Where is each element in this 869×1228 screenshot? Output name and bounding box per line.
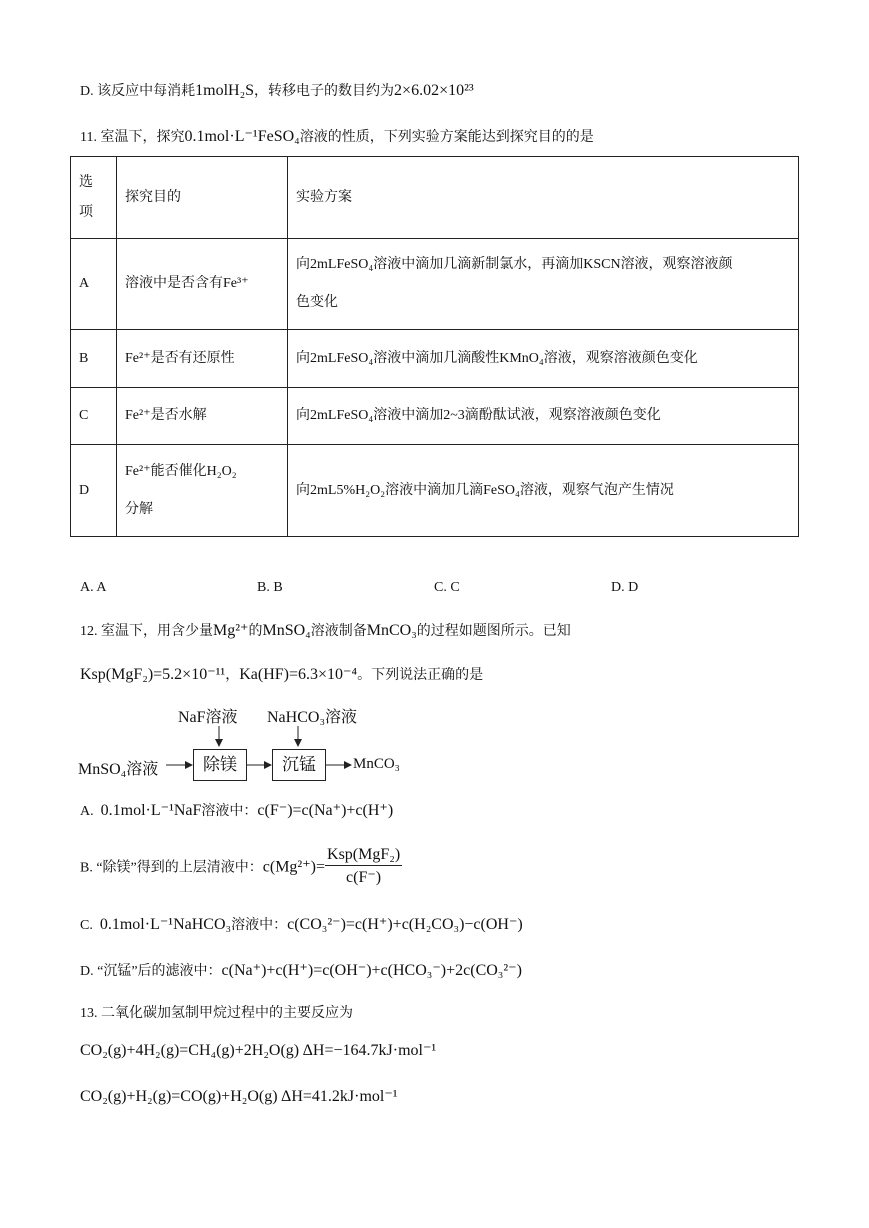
flow-step-precipitate: 沉锰 xyxy=(272,749,326,781)
q10-species: 1molH₂S xyxy=(195,82,255,99)
q13-reaction-1: CO₂(g)+4H₂(g)=CH₄(g)+2H₂O(g) ΔH=−164.7kJ·mol⁻¹ xyxy=(80,1042,437,1059)
q10-option-d-middle: ，转移电子的数目约为 xyxy=(254,84,395,99)
q12-option-d[interactable]: D. “沉锰”后的滤液中：c(Na⁺)+c(H⁺)=c(OH⁻)+c(HCO₃⁻)+2c(CO₃²⁻) xyxy=(80,962,522,979)
choice-c[interactable]: C. C xyxy=(434,580,460,595)
q12-mg-ion: Mg²⁺ xyxy=(213,622,249,639)
q12-stem-line1: 12. 室温下，用含少量Mg²⁺的MnSO₄溶液制备MnCO₃的过程如题图所示。已知 xyxy=(80,622,571,639)
header-purpose: 探究目的 xyxy=(117,157,288,239)
q12-option-a[interactable]: A. 0.1mol·L⁻¹NaF溶液中：c(F⁻)=c(Na⁺)+c(H⁺) xyxy=(80,802,394,819)
q11-stem-suffix: 溶液的性质，下列实验方案能达到探究目的的是 xyxy=(299,130,594,145)
flow-end: MnCO₃ xyxy=(353,756,400,772)
q12-ka: Ka(HF)=6.3×10⁻⁴ xyxy=(239,666,358,683)
flow-start: MnSO₄溶液 xyxy=(78,761,159,778)
row-purpose: 溶液中是否含有Fe³⁺ xyxy=(117,239,288,330)
row-option: C xyxy=(71,388,117,445)
flow-step-demagnesium: 除镁 xyxy=(193,749,247,781)
row-plan: 向2mLFeSO₄溶液中滴加2~3滴酚酞试液，观察溶液颜色变化 xyxy=(288,388,799,445)
row-option: D xyxy=(71,445,117,537)
q11-concentration: 0.1mol·L⁻¹FeSO₄ xyxy=(184,128,300,145)
choice-a[interactable]: A. A xyxy=(80,580,107,595)
q12-ksp: Ksp(MgF₂)=5.2×10⁻¹¹ xyxy=(80,666,226,683)
q10-electron-count: 2×6.02×10²³ xyxy=(394,82,474,99)
row-option: B xyxy=(71,330,117,388)
row-purpose: Fe²⁺是否有还原性 xyxy=(117,330,288,388)
q12-option-c[interactable]: C. 0.1mol·L⁻¹NaHCO₃溶液中：c(CO₃²⁻)=c(H⁺)+c(H₂CO₃)−c(OH⁻) xyxy=(80,916,523,933)
row-plan: 向2mLFeSO₄溶液中滴加几滴新制氯水，再滴加KSCN溶液，观察溶液颜 色变化 xyxy=(288,239,799,330)
row-option: A xyxy=(71,239,117,330)
row-purpose: Fe²⁺能否催化H₂O₂ 分解 xyxy=(117,445,288,537)
q12-option-b[interactable]: B. “除镁”得到的上层清液中：c(Mg²⁺)= $\frac{\text{Ksp(MgF₂)}}{c(F^-)}$ xyxy=(80,846,401,886)
q13-stem: 13. 二氧化碳加氢制甲烷过程中的主要反应为 xyxy=(80,1006,353,1021)
row-plan: 向2mLFeSO₄溶液中滴加几滴酸性KMnO₄溶液，观察溶液颜色变化 xyxy=(288,330,799,388)
header-option: 选 项 xyxy=(71,157,117,239)
row-purpose: Fe²⁺是否水解 xyxy=(117,388,288,445)
q12-stem-line2: Ksp(MgF₂)=5.2×10⁻¹¹，Ka(HF)=6.3×10⁻⁴。下列说法正确的是 xyxy=(80,666,484,683)
header-plan: 实验方案 xyxy=(288,157,799,239)
q13-reaction-2: CO₂(g)+H₂(g)=CO(g)+H₂O(g) ΔH=41.2kJ·mol⁻¹ xyxy=(80,1088,398,1105)
row-plan: 向2mL5%H₂O₂溶液中滴加几滴FeSO₄溶液，观察气泡产生情况 xyxy=(288,445,799,537)
q10-option-d-prefix: D. 该反应中每消耗 xyxy=(80,84,196,99)
flow-reagent-naf: NaF溶液 xyxy=(178,709,238,726)
choice-b[interactable]: B. B xyxy=(257,580,283,595)
q11-stem-prefix: 11. 室温下，探究 xyxy=(80,130,185,145)
choice-d[interactable]: D. D xyxy=(611,580,639,595)
flow-reagent-nahco3: NaHCO₃溶液 xyxy=(267,709,358,726)
